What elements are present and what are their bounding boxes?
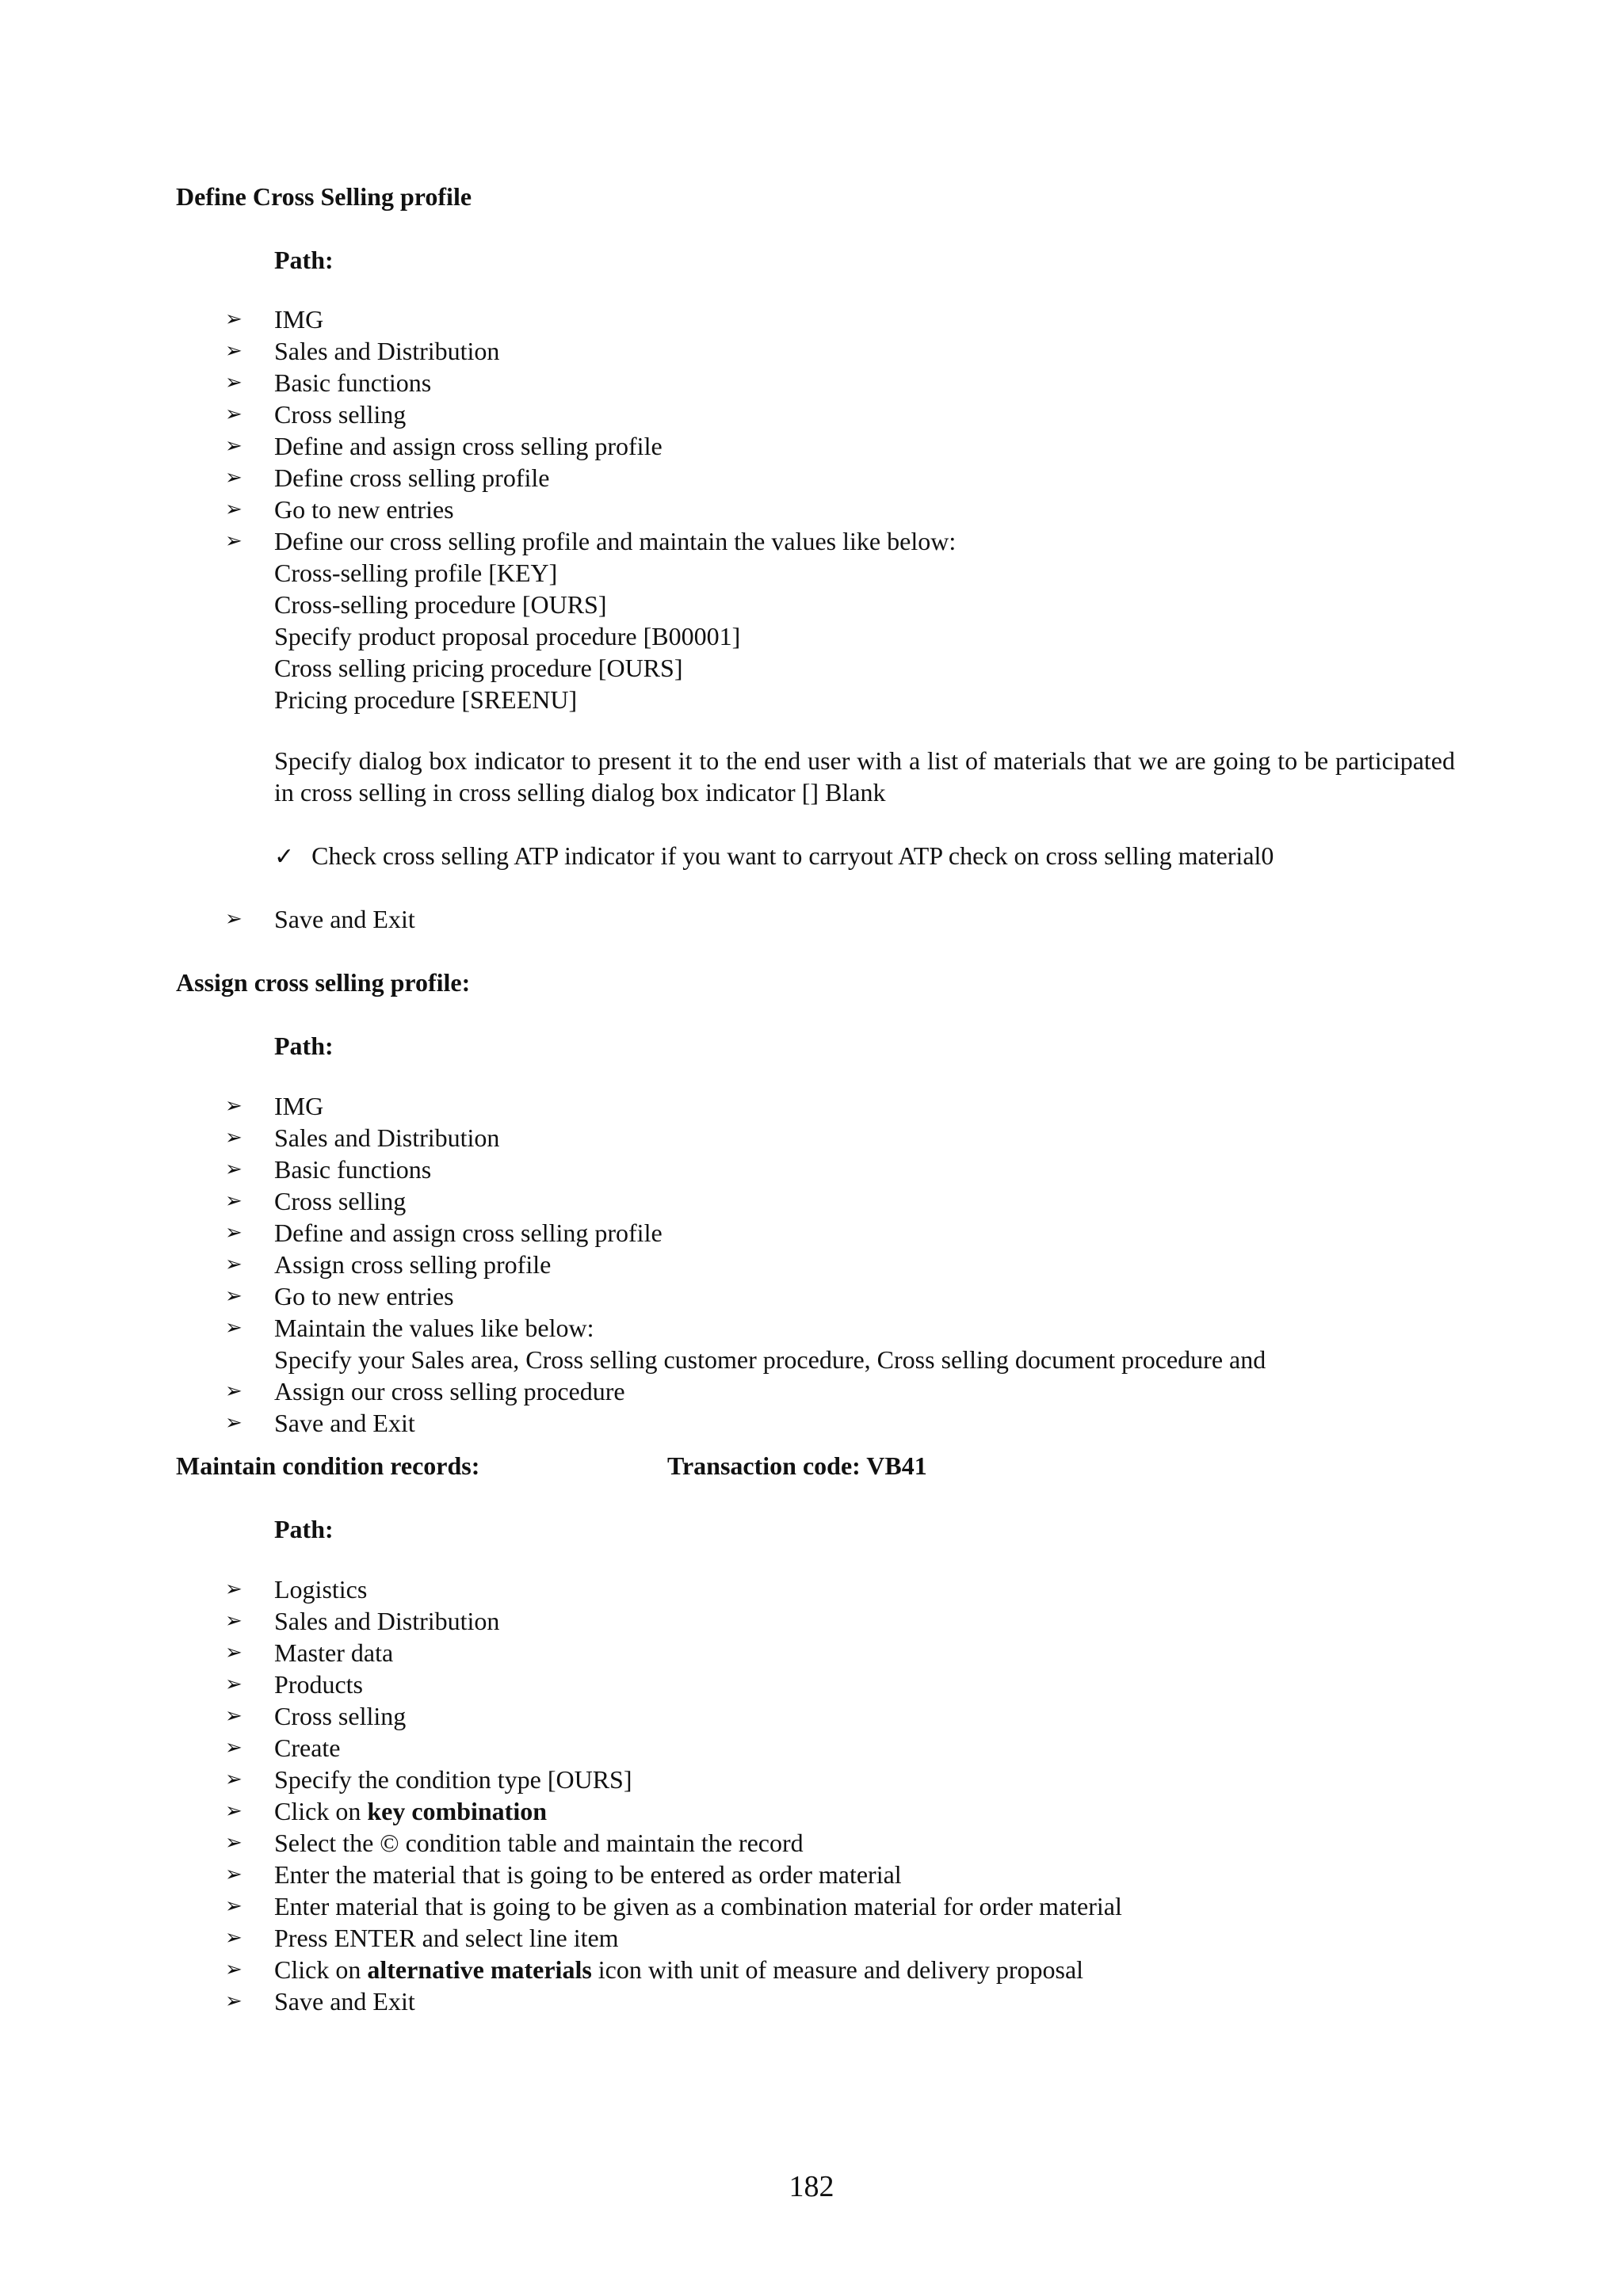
- proposal-procedure-value: Specify product proposal procedure [B00001]: [274, 622, 741, 650]
- list-item: ➢ Define our cross selling profile and maintain the values like below: Cross-selling profile [KEY] Cross-selling procedure [OURS] Specify product proposal procedure [B00001] Cross selling pricing procedure [OURS] Pricing procedure [SREENU]: [0, 525, 1623, 715]
- arrow-bullet-icon: ➢: [225, 307, 242, 331]
- list-item: ➢ Select the © condition table and maintain the record: [225, 1829, 804, 1857]
- check-note: ✓ Check cross selling ATP indicator if you want to carryout ATP check on cross selling material0: [274, 841, 1274, 871]
- arrow-bullet-icon: ➢: [225, 434, 242, 458]
- list-item: ➢ Specify the condition type [OURS]: [225, 1765, 632, 1794]
- arrow-bullet-icon: ➢: [225, 1316, 242, 1340]
- arrow-bullet-icon: ➢: [225, 1704, 242, 1728]
- list-item: ➢ Sales and Distribution: [225, 1607, 500, 1635]
- list-item: ➢ Define cross selling profile: [225, 463, 550, 492]
- arrow-bullet-icon: ➢: [225, 529, 242, 553]
- arrow-bullet-icon: ➢: [225, 1577, 242, 1601]
- list-item: ➢ Create: [225, 1733, 341, 1762]
- condition-records-steps: [0, 1573, 1623, 2017]
- list-item: ➢ Master data: [225, 1638, 394, 1667]
- section-heading-assign-profile: Assign cross selling profile:: [176, 968, 471, 997]
- list-item: ➢ Cross selling: [225, 1187, 407, 1215]
- procedure-value: Cross-selling procedure [OURS]: [274, 590, 607, 619]
- arrow-bullet-icon: ➢: [225, 1189, 242, 1213]
- list-item: ➢ Enter the material that is going to be entered as order material: [225, 1860, 902, 1889]
- arrow-bullet-icon: ➢: [225, 1958, 242, 1981]
- list-item: ➢ Maintain the values like below: Specify your Sales area, Cross selling customer procedure, Cross selling document procedure and: [0, 1312, 1623, 1375]
- section-heading-condition-records: Maintain condition records: Transaction code: VB41: [176, 1451, 927, 1480]
- list-item: ➢ Basic functions: [225, 368, 432, 397]
- arrow-bullet-icon: ➢: [225, 1379, 242, 1403]
- arrow-bullet-icon: ➢: [225, 1926, 242, 1950]
- arrow-bullet-icon: ➢: [225, 907, 242, 931]
- checkmark-icon: ✓: [274, 843, 295, 871]
- section-heading-define-profile: Define Cross Selling profile: [176, 182, 472, 211]
- arrow-bullet-icon: ➢: [225, 371, 242, 395]
- pricing-procedure-value: Cross selling pricing procedure [OURS]: [274, 654, 683, 682]
- list-item: ➢ Go to new entries: [225, 495, 454, 524]
- list-item: ➢ Sales and Distribution: [225, 1123, 500, 1152]
- list-item: ➢ Cross selling: [225, 400, 407, 429]
- list-item: ➢ Logistics: [225, 1575, 368, 1604]
- arrow-bullet-icon: ➢: [225, 466, 242, 490]
- list-item: ➢ Save and Exit: [225, 905, 415, 933]
- arrow-bullet-icon: ➢: [225, 1284, 242, 1308]
- arrow-bullet-icon: ➢: [225, 1158, 242, 1181]
- transaction-code: Transaction code: VB41: [667, 1451, 927, 1480]
- arrow-bullet-icon: ➢: [225, 1126, 242, 1150]
- list-item: ➢ Assign cross selling profile: [225, 1250, 552, 1279]
- arrow-bullet-icon: ➢: [225, 1989, 242, 2013]
- arrow-bullet-icon: ➢: [225, 1736, 242, 1760]
- arrow-bullet-icon: ➢: [225, 1221, 242, 1245]
- arrow-bullet-icon: ➢: [225, 1253, 242, 1276]
- arrow-bullet-icon: ➢: [225, 1894, 242, 1918]
- dialog-box-paragraph: Specify dialog box indicator to present it to the end user with a list of materials that we are going to be participated in cross selling in cross selling dialog box indicator [] Blank: [274, 746, 1455, 807]
- assign-profile-steps: [0, 1090, 1623, 1439]
- path-label: Path:: [274, 246, 334, 274]
- list-item: ➢ IMG: [225, 305, 324, 334]
- list-item: ➢ IMG: [225, 1092, 324, 1120]
- list-item: ➢ Go to new entries: [225, 1282, 454, 1310]
- list-item: ➢ Products: [225, 1670, 363, 1699]
- path-label: Path:: [274, 1032, 334, 1060]
- profile-value: Cross-selling profile [KEY]: [274, 559, 558, 587]
- arrow-bullet-icon: ➢: [225, 1641, 242, 1665]
- page-number: 182: [789, 2170, 834, 2203]
- list-item: ➢ Save and Exit: [225, 1987, 415, 2016]
- define-profile-final: [0, 903, 1623, 935]
- maintain-detail: Specify your Sales area, Cross selling customer procedure, Cross selling document procedure and: [274, 1345, 1266, 1374]
- arrow-bullet-icon: ➢: [225, 1094, 242, 1118]
- arrow-bullet-icon: ➢: [225, 1799, 242, 1823]
- pricing-procedure-value-2: Pricing procedure [SREENU]: [274, 685, 578, 714]
- list-item: ➢ Press ENTER and select line item: [225, 1924, 619, 1952]
- key-combination-term: key combination: [367, 1797, 548, 1825]
- arrow-bullet-icon: ➢: [225, 1768, 242, 1791]
- path-label: Path:: [274, 1515, 334, 1543]
- define-profile-steps: [0, 303, 1623, 715]
- alternative-materials-term: alternative materials: [367, 1955, 592, 1984]
- list-item: ➢ Enter material that is going to be given as a combination material for order material: [225, 1892, 1122, 1920]
- arrow-bullet-icon: ➢: [225, 1411, 242, 1435]
- list-item: ➢ Assign our cross selling procedure: [225, 1377, 625, 1405]
- list-item: ➢ Click on alternative materials icon with unit of measure and delivery proposal: [225, 1955, 1084, 1984]
- arrow-bullet-icon: ➢: [225, 1863, 242, 1886]
- list-item: ➢ Cross selling: [225, 1702, 407, 1730]
- list-item: ➢ Save and Exit: [225, 1409, 415, 1437]
- list-item: ➢ Sales and Distribution: [225, 337, 500, 365]
- arrow-bullet-icon: ➢: [225, 339, 242, 363]
- arrow-bullet-icon: ➢: [225, 498, 242, 521]
- list-item: ➢ Click on key combination: [225, 1797, 548, 1825]
- arrow-bullet-icon: ➢: [225, 1831, 242, 1855]
- arrow-bullet-icon: ➢: [225, 1609, 242, 1633]
- list-item: ➢ Define and assign cross selling profile: [225, 1219, 663, 1247]
- list-item: ➢ Basic functions: [225, 1155, 432, 1184]
- list-item: ➢ Define and assign cross selling profile: [225, 432, 663, 460]
- arrow-bullet-icon: ➢: [225, 402, 242, 426]
- arrow-bullet-icon: ➢: [225, 1672, 242, 1696]
